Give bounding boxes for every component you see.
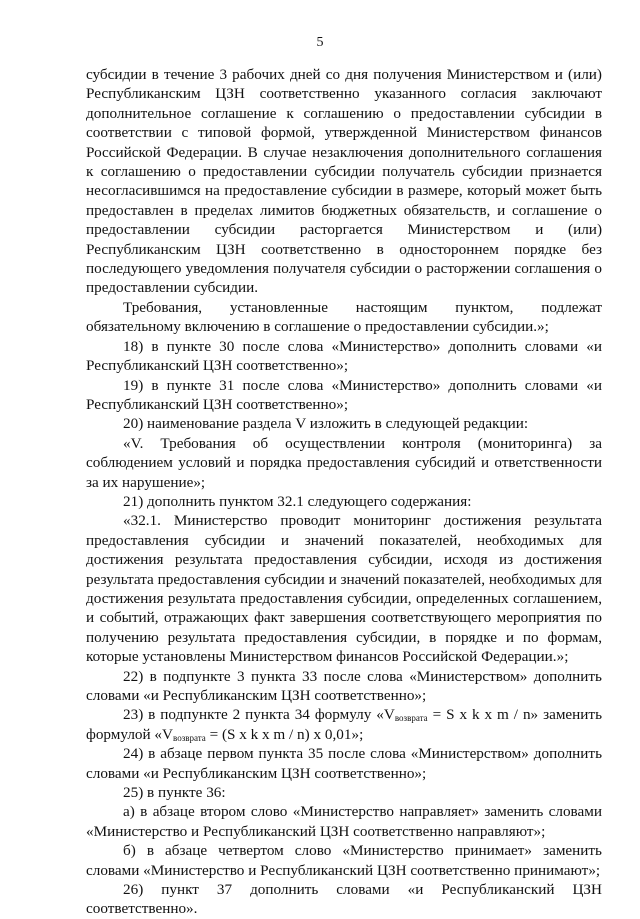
formula-text-c: = (S x k x m / n) x 0,01»; [205,725,364,743]
paragraph-item-24: 24) в абзаце первом пункта 35 после слова «Министерством» дополнить словами «и Республиканским ЦЗН соответственно»; [86,745,602,782]
paragraph-item-25-b: б) в абзаце четвертом слово «Министерство принимает» заменить словами «Министерство и Республиканский ЦЗН соответственно принимают»; [86,842,602,879]
paragraph-item-25: 25) в пункте 36: [123,784,226,802]
paragraph-item-21: 21) дополнить пунктом 32.1 следующего содержания: [123,492,472,510]
page-number: 5 [316,35,324,50]
document-body [86,65,602,919]
paragraph-item-22: 22) в подпункте 3 пункта 33 после слова «Министерством» дополнить словами «и Республиканским ЦЗН соответственно»; [86,667,602,704]
formula-text-a: 23) в подпункте 2 пункта 34 формулу «V [123,706,395,724]
paragraph-item-19: 19) в пункте 31 после слова «Министерство» дополнить словами «и Республиканский ЦЗН соответственно»; [86,376,602,413]
paragraph-item-26: 26) пункт 37 дополнить словами «и Республиканский ЦЗН соответственно». [86,881,602,918]
paragraph-item-23 [86,705,602,744]
paragraph-requirements: Требования, установленные настоящим пунктом, подлежат обязательному включению в соглашение о предоставлении субсидии.»; [86,298,602,336]
formula-subscript-1: возврата [394,713,428,724]
formula-subscript-2: возврата [173,732,206,743]
paragraph-item-25-a: а) в абзаце втором слово «Министерство направляет» заменить словами «Министерство и Республиканский ЦЗН соответственно направляют»; [86,803,602,840]
paragraph-item-18: 18) в пункте 30 после слова «Министерство» дополнить словами «и Республиканский ЦЗН соответственно»; [86,337,602,375]
paragraph-clause-32-1: «32.1. Министерство проводит мониторинг достижения результата предоставления субсидии и значений показателей, необходимых для достижения результата предоставления субсидии, исходя из достижения результата предоставления субсидии и значений показателей, необходимых для достижения результата предоставления субсидии, определенных соглашением, и событий, отражающих факт завершения соответствующего мероприятия по получению результата предоставления субсидии, в порядке и по формам, которые установлены Министерством финансов Российской Федерации.»; [86,512,602,666]
formula-text-b: = S x k x m / n» заменить формулой «V [86,706,602,743]
paragraph-item-20: 20) наименование раздела V изложить в следующей редакции: [123,415,529,433]
paragraph-section-v-title: «V. Требования об осуществлении контроля (мониторинга) за соблюдением условий и порядка предоставления субсидий и ответственности за их нарушение»; [86,434,602,491]
paragraph-continuation: субсидии в течение 3 рабочих дней со дня получения Министерством и (или) Республиканским ЦЗН соответственно указанного согласия заключают дополнительное соглашение к соглашению о предоставлении субсидии в соответствии с типовой формой, утвержденной Министерством финансов Российской Федерации. В случае незаключения дополнительного соглашения к соглашению о предоставлении субсидии получатель субсидии признается несогласившимся на предоставление субсидии в размере, который может быть предоставлен в пределах лимитов бюджетных обязательств, и соглашение о предоставлении субсидии расторгается Министерством и (или) Республиканским ЦЗН соответственно в одностороннем порядке без последующего уведомления получателя субсидии о расторжении соглашения о предоставлении субсидии. [86,66,602,297]
